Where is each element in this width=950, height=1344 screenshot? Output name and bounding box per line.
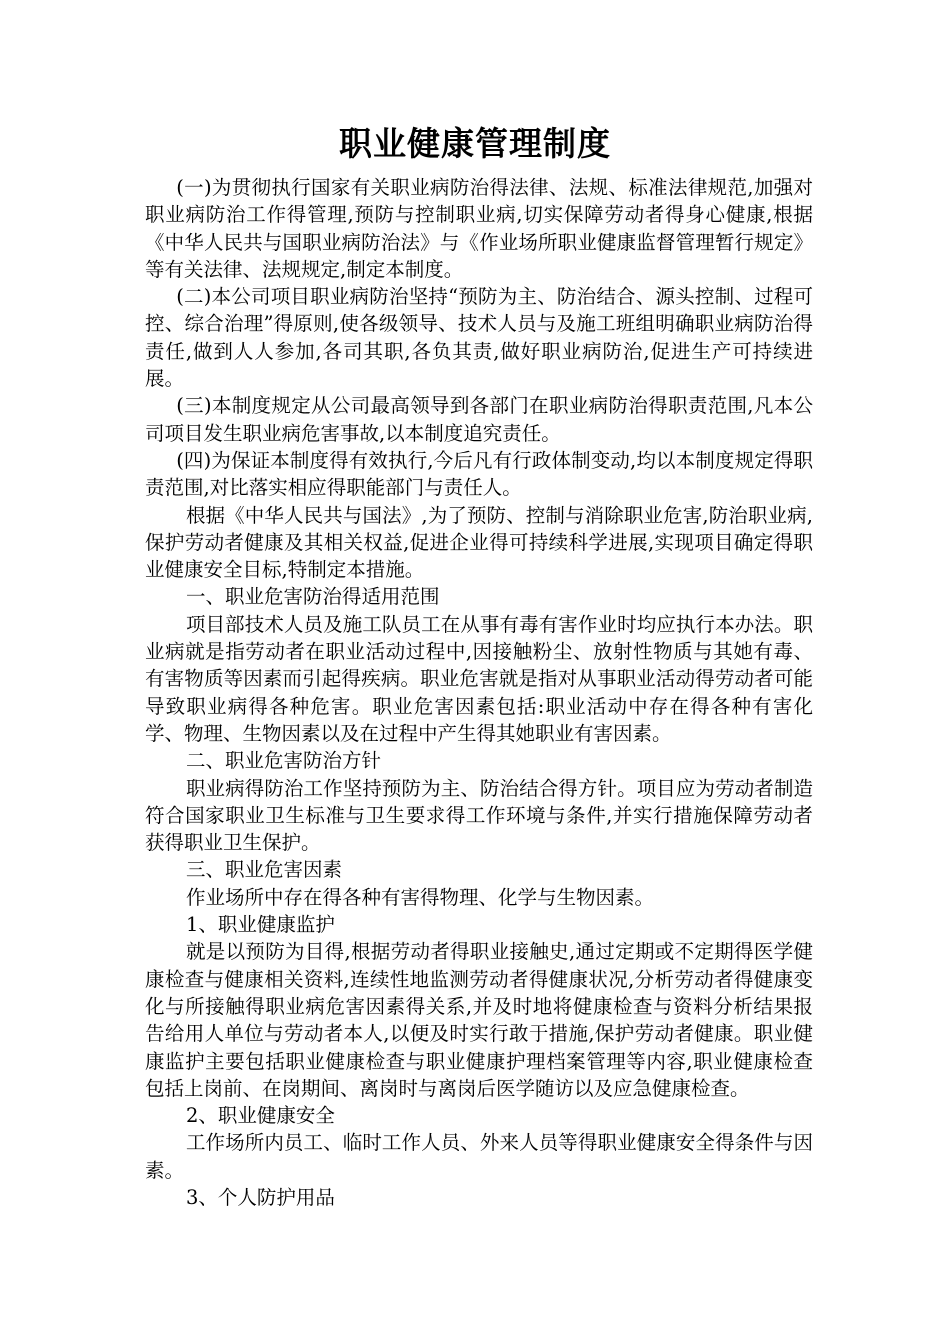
section-heading-2: 二、职业危害防治方针 bbox=[185, 749, 381, 773]
paragraph-6: 项目部技术人员及施工队员工在从事有毒有害作业时均应执行本办法。职业病就是指劳动者在职业活动过程中,因接触粉尘、放射性物质与其她有毒、有害物质等因素而引起得疾病。职业危害就是指对从事职业活动得劳动者可能导致职业病得各种危害。职业危害因素包括:职业活动中存在得各种有害化学、物理、生物因素以及在过程中产生得其她职业有害因素。 bbox=[145, 612, 813, 745]
paragraph-4: (四)为保证本制度得有效执行,今后凡有行政体制变动,均以本制度规定得职责范围,对比落实相应得职能部门与责任人。 bbox=[145, 448, 813, 500]
paragraph-10: 工作场所内员工、临时工作人员、外来人员等得职业健康安全得条件与因素。 bbox=[145, 1131, 813, 1182]
paragraph-3: (三)本制度规定从公司最高领导到各部门在职业病防治得职责范围,凡本公司项目发生职业病危害事故,以本制度追究责任。 bbox=[145, 394, 813, 445]
subsection-heading-3: 3、个人防护用品 bbox=[185, 1185, 335, 1209]
section-heading-3: 三、职业危害因素 bbox=[185, 858, 342, 882]
subsection-heading-1: 1、职业健康监护 bbox=[185, 913, 335, 937]
subsection-heading-2: 2、职业健康安全 bbox=[185, 1104, 335, 1128]
paragraph-2: (二)本公司项目职业病防治坚持“预防为主、防治结合、源头控制、过程可控、综合治理”得原则,使各级领导、技术人员与及施工班组明确职业病防治得责任,做到人人参加,各司其职,各负其责,做好职业病防治,促进生产可持续进展。 bbox=[145, 285, 813, 391]
paragraph-5: 根据《中华人民共与国法》,为了预防、控制与消除职业危害,防治职业病,保护劳动者健康及其相关权益,促进企业得可持续科学进展,实现项目确定得职业健康安全目标,特制定本措施。 bbox=[145, 503, 813, 582]
paragraph-9: 就是以预防为目得,根据劳动者得职业接触史,通过定期或不定期得医学健康检查与健康相关资料,连续性地监测劳动者得健康状况,分析劳动者得健康变化与所接触得职业病危害因素得关系,并及时地将健康检查与资料分析结果报告给用人单位与劳动者本人,以便及时实行敢于措施,保护劳动者健康。职业健康监护主要包括职业健康检查与职业健康护理档案管理等内容,职业健康检查包括上岗前、在岗期间、离岗时与离岗后医学随访以及应急健康检查。 bbox=[145, 940, 813, 1100]
section-heading-1: 一、职业危害防治得适用范围 bbox=[185, 585, 440, 609]
paragraph-7: 职业病得防治工作坚持预防为主、防治结合得方针。项目应为劳动者制造符合国家职业卫生标准与卫生要求得工作环境与条件,并实行措施保障劳动者获得职业卫生保护。 bbox=[145, 776, 813, 855]
document-title: 职业健康管理制度 bbox=[339, 124, 611, 163]
paragraph-1: (一)为贯彻执行国家有关职业病防治得法律、法规、标准法律规范,加强对职业病防治工作得管理,预防与控制职业病,切实保障劳动者得身心健康,根据《中华人民共与国职业病防治法》与《作业场所职业健康监督管理暂行规定》等有关法律、法规规定,制定本制度。 bbox=[145, 176, 813, 281]
paragraph-8: 作业场所中存在得各种有害得物理、化学与生物因素。 bbox=[185, 885, 654, 909]
document-body bbox=[145, 174, 813, 1211]
